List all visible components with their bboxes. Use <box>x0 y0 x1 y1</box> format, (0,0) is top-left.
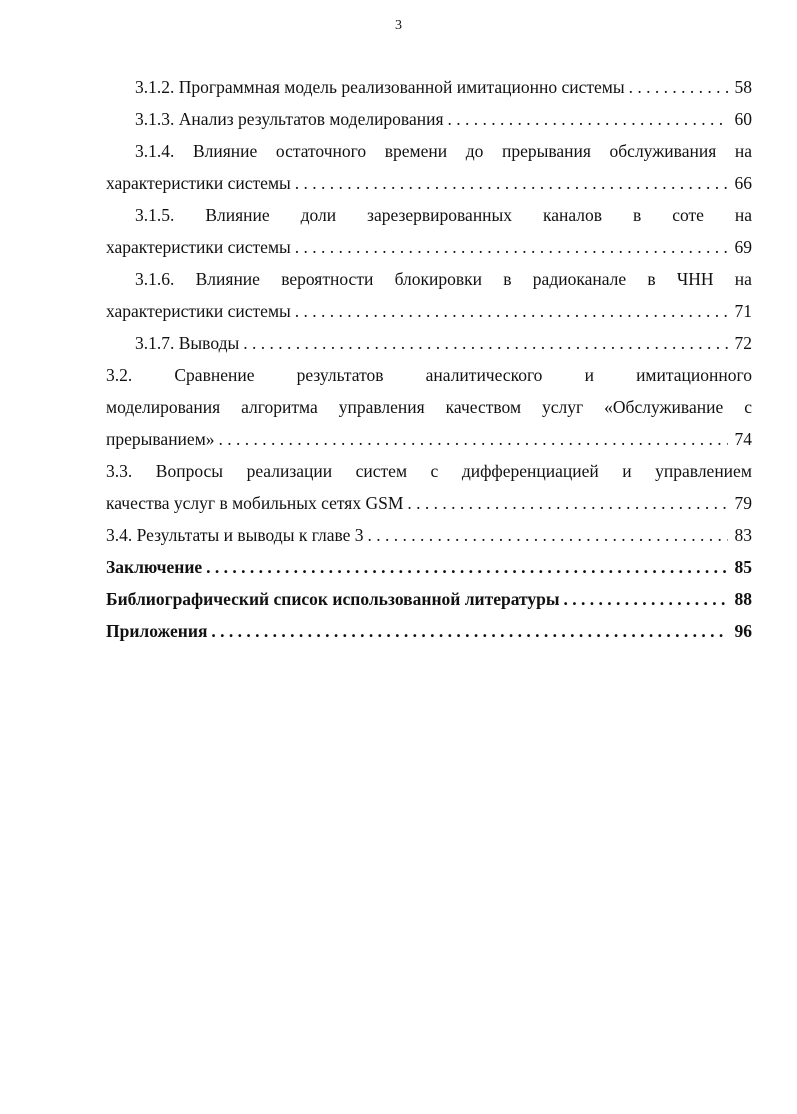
toc-entry-3-1-3[interactable] <box>106 103 752 135</box>
dot-leader <box>243 327 728 359</box>
dot-leader <box>407 487 728 519</box>
table-of-contents <box>106 71 752 647</box>
toc-entry-page: 66 <box>734 173 752 193</box>
toc-entry-title-line: 3.3. Вопросы реализации систем с дифференциацией и управлением <box>106 461 752 481</box>
dot-leader <box>448 103 728 135</box>
toc-entry-page: 83 <box>734 525 752 545</box>
toc-entry-3-1-5[interactable] <box>106 199 752 263</box>
dot-leader <box>295 167 728 199</box>
toc-entry-3-1-6[interactable] <box>106 263 752 327</box>
toc-entry-title: Приложения <box>106 621 208 641</box>
toc-entry-title-cont: качества услуг в мобильных сетях GSM <box>106 493 404 513</box>
dot-leader <box>206 551 728 583</box>
toc-entry-3-2[interactable] <box>106 359 752 455</box>
dot-leader <box>219 423 728 455</box>
toc-entry-title-cont: прерыванием» <box>106 429 215 449</box>
toc-entry-title-line: моделирования алгоритма управления качеством услуг «Обслуживание с <box>106 397 752 417</box>
dot-leader <box>564 583 728 615</box>
toc-entry-page: 96 <box>734 621 752 641</box>
dot-leader <box>368 519 728 551</box>
toc-entry-page: 72 <box>734 333 752 353</box>
toc-entry-title-line: 3.1.4. Влияние остаточного времени до прерывания обслуживания на <box>135 141 752 161</box>
page-number: 3 <box>395 18 402 33</box>
toc-entry-title-cont: характеристики системы <box>106 173 291 193</box>
toc-entry-page: 58 <box>734 77 752 97</box>
toc-entry-title: 3.1.7. Выводы <box>135 333 240 353</box>
toc-entry-page: 79 <box>734 493 752 513</box>
toc-entry-3-1-2[interactable] <box>106 71 752 103</box>
toc-entry-bibliography[interactable] <box>106 583 752 615</box>
toc-entry-title-cont: характеристики системы <box>106 237 291 257</box>
toc-entry-title-line: 3.1.5. Влияние доли зарезервированных каналов в соте на <box>135 205 752 225</box>
toc-entry-title: 3.1.2. Программная модель реализованной имитационно системы <box>135 77 625 97</box>
toc-entry-title-line: 3.1.6. Влияние вероятности блокировки в радиоканале в ЧНН на <box>135 269 752 289</box>
dot-leader <box>211 615 728 647</box>
toc-entry-title: 3.1.3. Анализ результатов моделирования <box>135 109 444 129</box>
toc-entry-title: Библиографический список использованной литературы <box>106 589 560 609</box>
toc-entry-page: 60 <box>734 109 752 129</box>
dot-leader <box>629 71 728 103</box>
dot-leader <box>295 231 728 263</box>
toc-entry-conclusion[interactable] <box>106 551 752 583</box>
toc-entry-3-3[interactable] <box>106 455 752 519</box>
toc-entry-3-1-7[interactable] <box>106 327 752 359</box>
toc-entry-3-4[interactable] <box>106 519 752 551</box>
toc-entry-appendices[interactable] <box>106 615 752 647</box>
toc-entry-page: 88 <box>734 589 752 609</box>
toc-entry-title: 3.4. Результаты и выводы к главе 3 <box>106 525 364 545</box>
dot-leader <box>295 295 728 327</box>
toc-entry-page: 69 <box>734 237 752 257</box>
toc-entry-page: 85 <box>734 557 752 577</box>
toc-entry-page: 71 <box>734 301 752 321</box>
toc-entry-3-1-4[interactable] <box>106 135 752 199</box>
toc-entry-page: 74 <box>734 429 752 449</box>
toc-entry-title-cont: характеристики системы <box>106 301 291 321</box>
toc-entry-title-line: 3.2. Сравнение результатов аналитического и имитационного <box>106 365 752 385</box>
toc-entry-title: Заключение <box>106 557 203 577</box>
